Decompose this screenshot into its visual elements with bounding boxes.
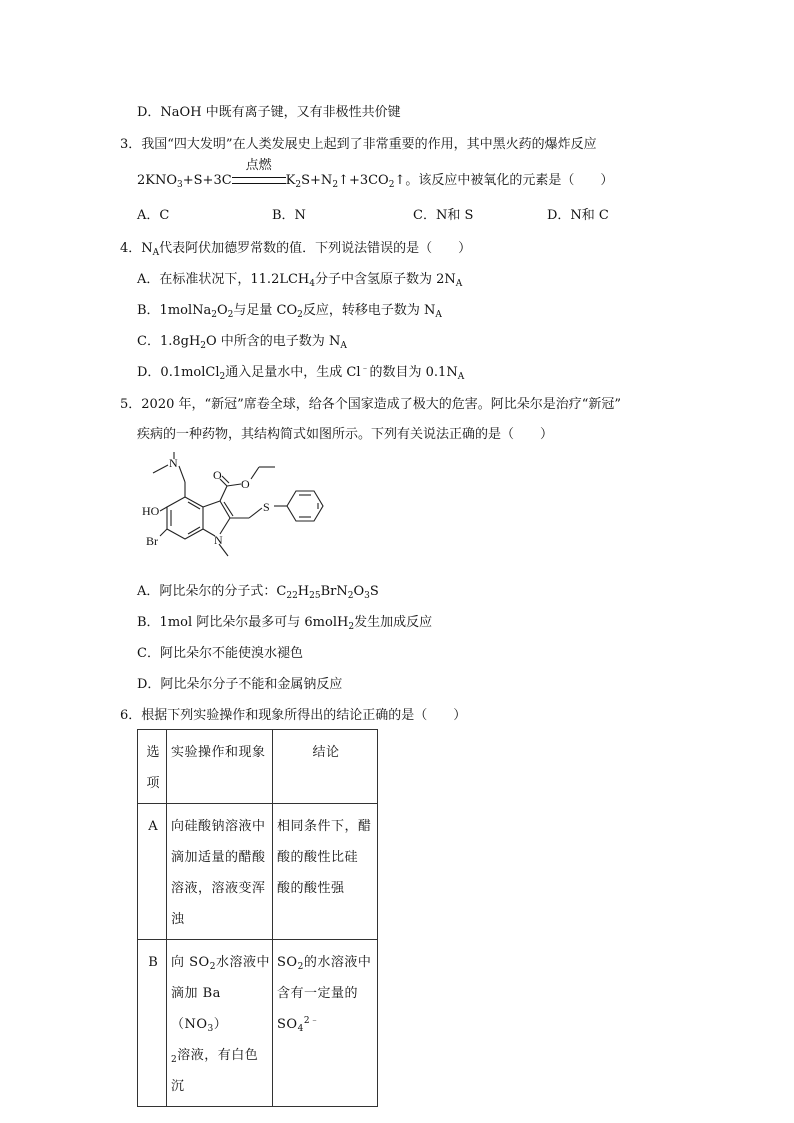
q4-option-a: A．在标准状况下，$11.2LCH_4$分子中含氢原子数为 $2N_A$ [137, 272, 463, 289]
q5-stem-line1: 5．2020 年，“新冠”席卷全球，给各个国家造成了极大的危害。阿比朵尔是治疗“新冠” [120, 397, 622, 412]
q4-option-b: B．$1molNa_2O_2$与足量 $CO_2$反应，转移电子数为 $N_A$ [137, 303, 442, 320]
row-a-label: A [138, 804, 167, 940]
q3-equation: $2KNO_3+S+3C$ 点燃 $K_2S+N_2↑+3CO_2↑$。该反应中被氧化的元素是（ ） [137, 158, 614, 190]
header-conclusion: 结论 [273, 730, 378, 804]
q4-option-d: D．0.1molCl$_2$通入足量水中，生成 Cl﹣的数目为 $0.1N_A$ [137, 364, 465, 382]
q3-option-b: B．N [272, 208, 306, 223]
q6-experiment-table [137, 729, 378, 1107]
mol-label-n-ring: N [214, 533, 223, 547]
q5-option-b: B．1mol 阿比朵尔最多可与 6molH$_2$发生加成反应 [137, 615, 433, 632]
q3-stem: 3．我国“四大发明”在人类发展史上起到了非常重要的作用，其中黑火药的爆炸反应 [120, 137, 597, 152]
table-header-row [138, 730, 378, 804]
mol-label-o-carbonyl: O [213, 468, 222, 482]
mol-label-ho: HO [142, 504, 160, 518]
q5-option-d: D．阿比朵尔分子不能和金属钠反应 [137, 677, 343, 692]
q5-option-a: A．阿比朵尔的分子式：$C_{22}H_{25}BrN_2O_3S$ [137, 584, 379, 601]
table-row [138, 940, 378, 1107]
row-a-operation: 向硅酸钠溶液中 滴加适量的醋酸 溶液，溶液变浑 浊 [167, 804, 273, 940]
q2-option-d: D．NaOH 中既有离子键，又有非极性共价键 [137, 105, 401, 120]
arbidol-structure-diagram [138, 452, 338, 568]
q5-option-c: C．阿比朵尔不能使溴水褪色 [137, 646, 303, 661]
q3-option-c: C．N和 S [413, 208, 474, 223]
q4-stem: 4．$N_A$代表阿伏加德罗常数的值．下列说法错误的是（ ） [120, 241, 472, 258]
q5-stem-line2: 疾病的一种药物，其结构简式如图所示。下列有关说法正确的是（ ） [137, 427, 554, 442]
row-a-conclusion: 相同条件下，醋 酸的酸性比硅 酸的酸性强 [273, 804, 378, 940]
table-row [138, 804, 378, 940]
mol-label-s: S [263, 500, 270, 514]
q4-option-c: C．$1.8gH_2O$ 中所含的电子数为 $N_A$ [137, 334, 347, 351]
mol-label-br: Br [146, 534, 158, 548]
q6-stem: 6．根据下列实验操作和现象所得出的结论正确的是（ ） [120, 708, 467, 723]
row-b-conclusion: $SO_2$的水溶液中 含有一定量的 $SO_4^{2﹣}$ [273, 940, 378, 1107]
row-b-label: B [138, 940, 167, 1107]
header-option: 选 项 [138, 730, 167, 804]
q3-option-d: D．N和 C [547, 208, 609, 223]
header-operation: 实验操作和现象 [167, 730, 273, 804]
reaction-condition: 点燃 [232, 171, 286, 184]
mol-label-n-amine: N [169, 456, 178, 470]
row-b-operation: 向 $SO_2$水溶液中 滴加 $Ba(NO_3)$ $_2$溶液，有白色沉 [167, 940, 273, 1107]
mol-label-o-ester: O [241, 477, 250, 491]
q3-option-a: A．C [137, 208, 170, 223]
